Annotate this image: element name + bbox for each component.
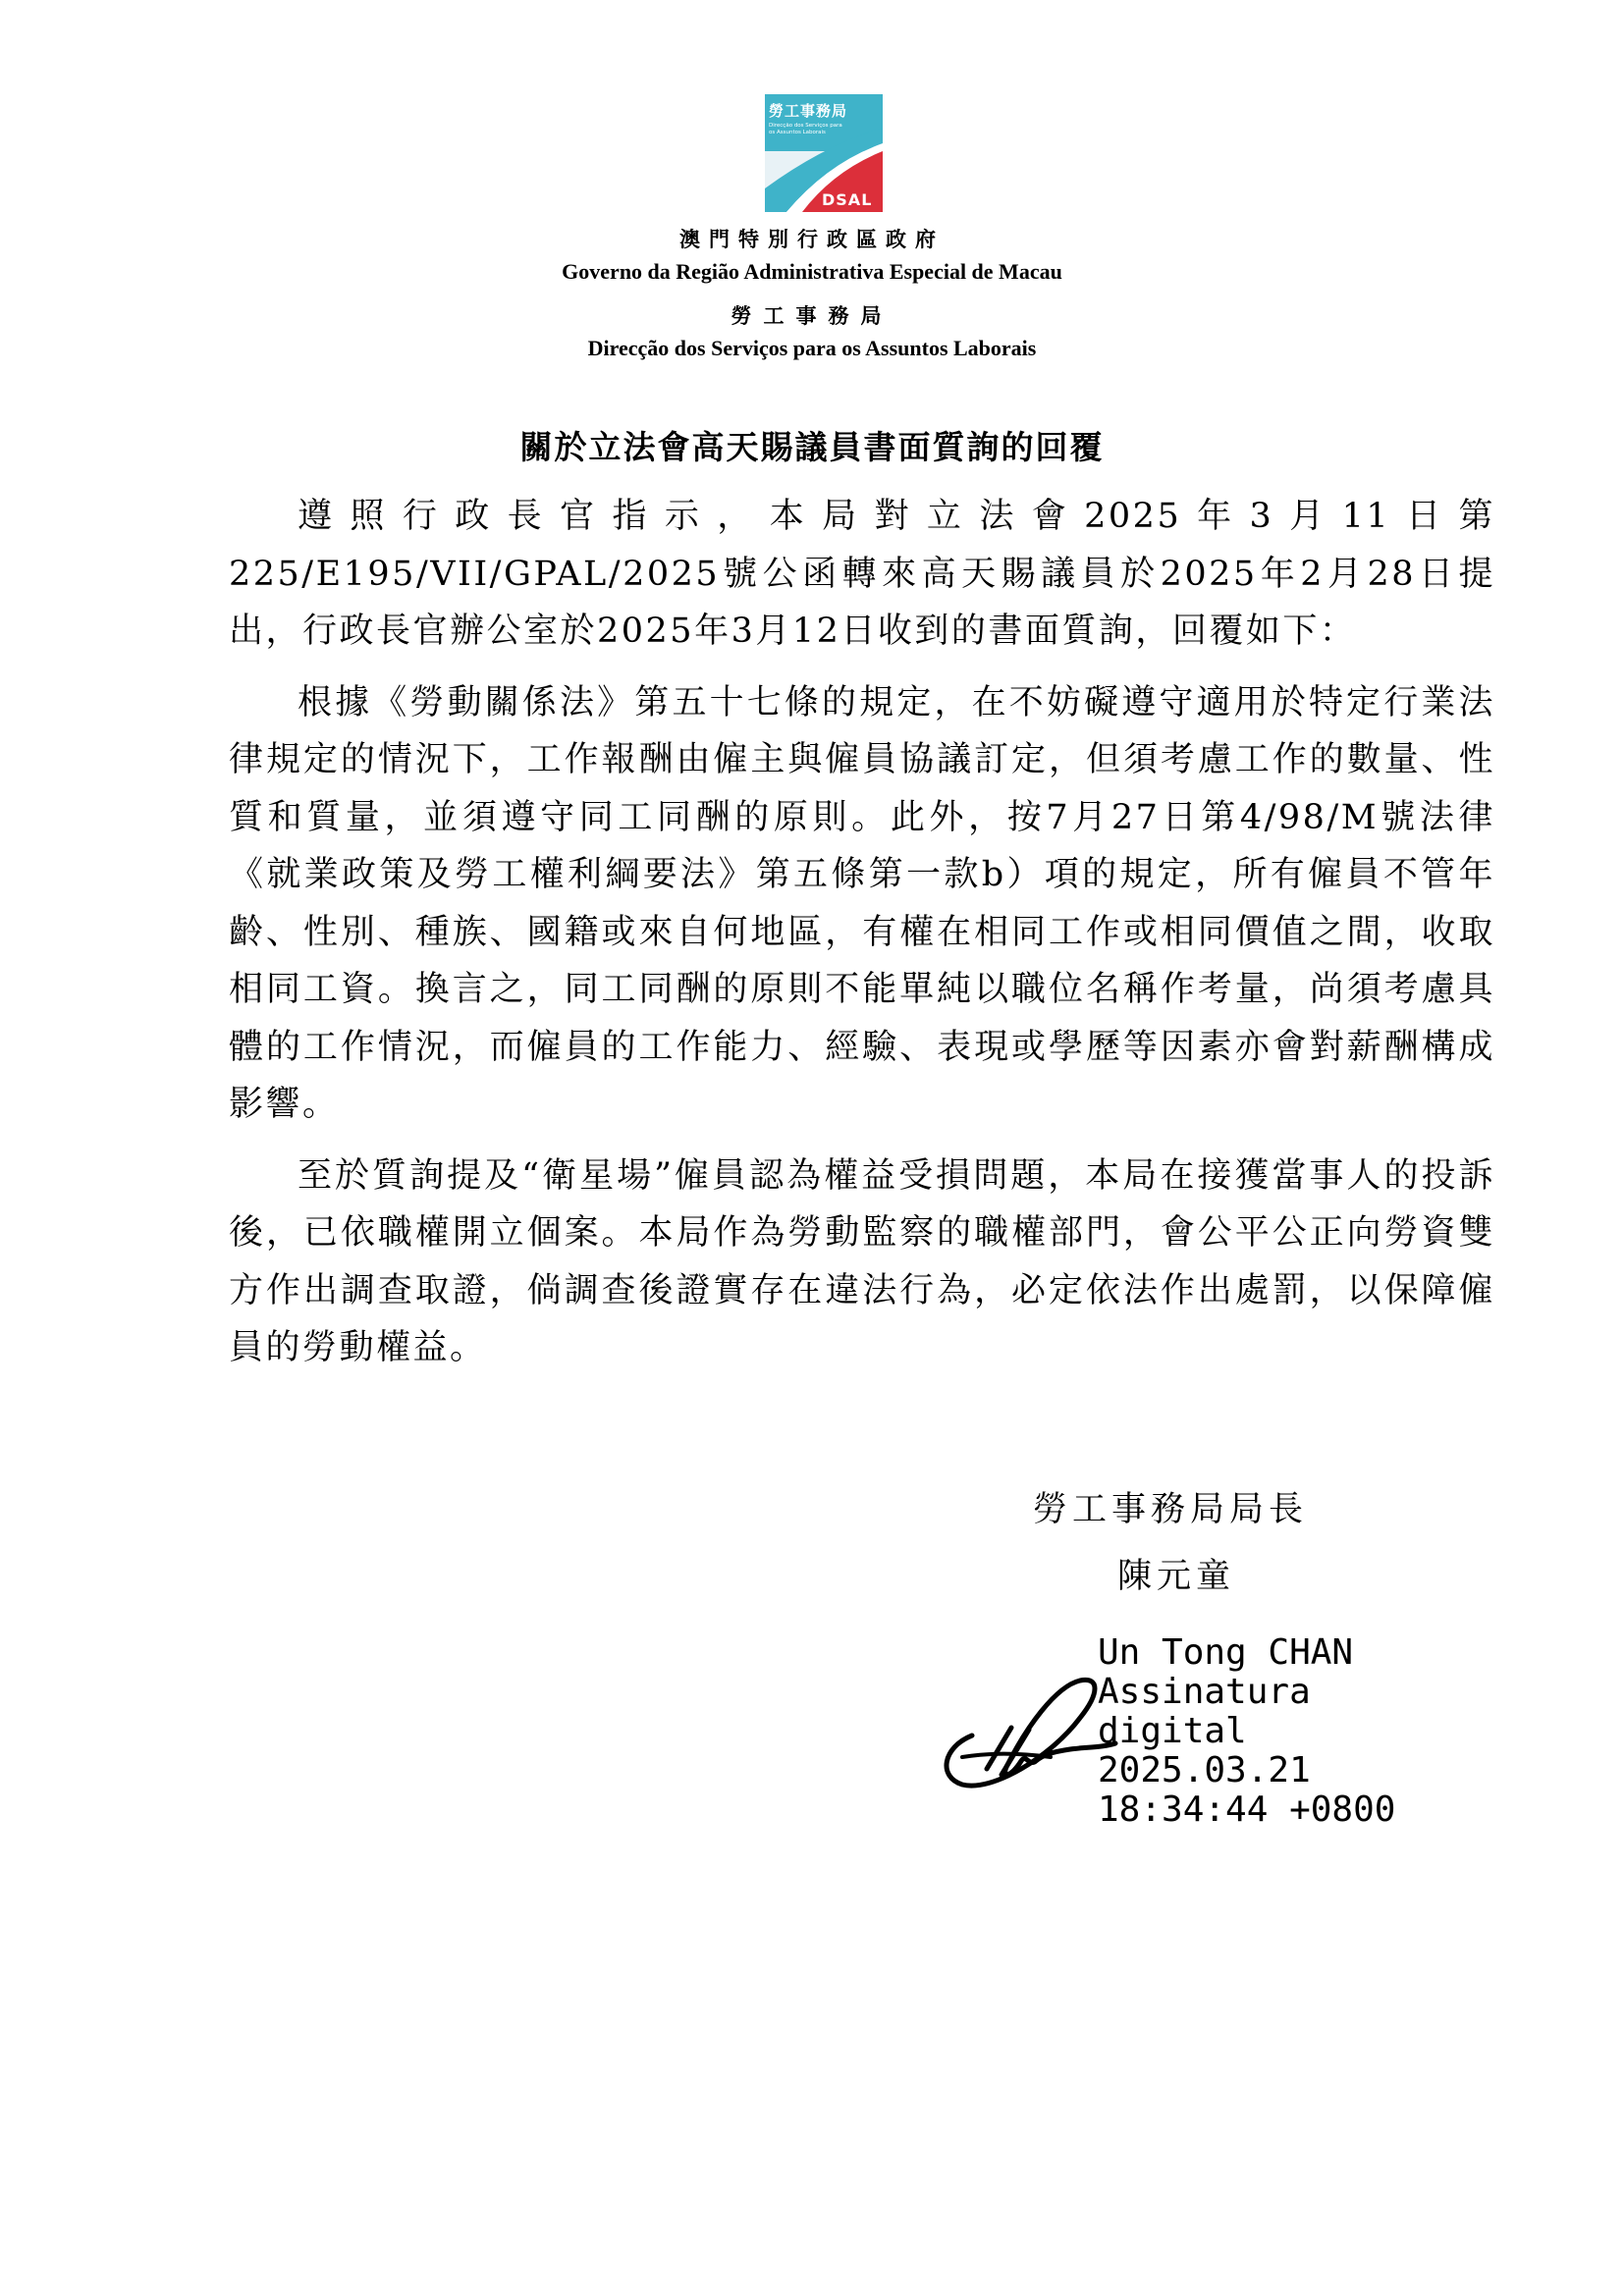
logo-title-zh: 勞工事務局: [769, 102, 848, 120]
logo-abbr: DSAL: [822, 190, 873, 209]
signatory-name: 陳元童: [1117, 1557, 1236, 1596]
document-body: [229, 488, 1495, 1391]
logo-title-pt: Direcção dos Serviços para os Assuntos Laborais: [769, 123, 842, 135]
digital-signature-line: Assinatura: [1098, 1672, 1311, 1712]
digital-signature-line: Un Tong CHAN: [1098, 1632, 1354, 1673]
signature-stroke: [947, 1680, 1115, 1786]
logo-text: [765, 94, 883, 136]
digital-signature-line: digital: [1098, 1711, 1247, 1751]
paragraph: 遵照行政長官指示，本局對立法會2025年3月11日第225/E195/VII/GPAL/2025號公函轉來高天賜議員於2025年2月28日提出，行政長官辦公室於2025年3月12日收到的書面質詢，回覆如下：: [229, 497, 1495, 651]
paragraph: 根據《勞動關係法》第五十七條的規定，在不妨礙遵守適用於特定行業法律規定的情況下，工作報酬由僱主與僱員協議訂定，但須考慮工作的數量、性質和質量，並須遵守同工同酬的原則。此外，按7月27日第4/98/M號法律《就業政策及勞工權利綱要法》第五條第一款b）項的規定，所有僱員不管年齡、性別、種族、國籍或來自何地區，有權在相同工作或相同價值之間，收取相同工資。換言之，同工同酬的原則不能單純以職位名稱作考量，尚須考慮具體的工作情況，而僱員的工作能力、經驗、表現或學歷等因素亦會對薪酬構成影響。: [229, 682, 1495, 1124]
digital-signature-line: 2025.03.21: [1098, 1750, 1311, 1790]
signatory-title: 勞工事務局局長: [1033, 1490, 1309, 1529]
digital-signature: [1098, 1633, 1395, 1830]
department-name-zh: 勞工事務局: [731, 304, 893, 328]
dsal-logo: [765, 94, 883, 212]
digital-signature-line: 18:34:44 +0800: [1098, 1789, 1396, 1830]
document-title: 關於立法會高天賜議員書面質詢的回覆: [519, 428, 1105, 466]
government-name-pt: Governo da Região Administrativa Especial de Macau: [562, 259, 1062, 284]
government-name-zh: 澳門特別行政區政府: [679, 228, 945, 251]
handwritten-signature: [933, 1659, 1119, 1806]
paragraph: 至於質詢提及“衛星場”僱員認為權益受損問題，本局在接獲當事人的投訴後，已依職權開立個案。本局作為勞動監察的職權部門，會公平公正向勞資雙方作出調查取證，倘調查後證實存在違法行為，必定依法作出處罰，以保障僱員的勞動權益。: [229, 1155, 1495, 1367]
department-name-pt: Direcção dos Serviços para os Assuntos Laborais: [587, 336, 1037, 360]
signature-stroke: [962, 1754, 1051, 1757]
